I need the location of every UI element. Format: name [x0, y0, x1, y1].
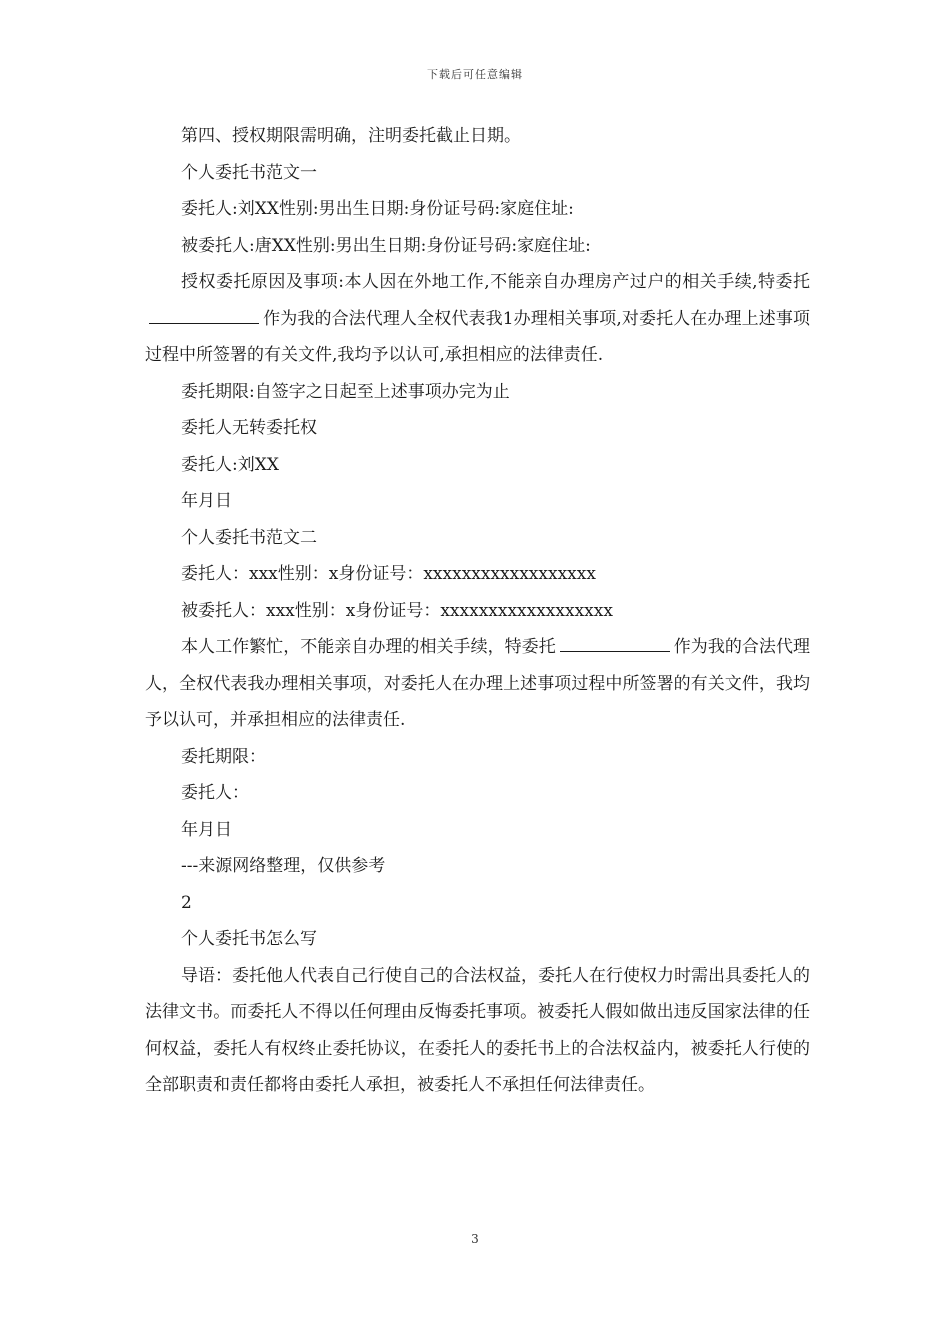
- heading-sample-two: 个人委托书范文二: [181, 527, 317, 548]
- paragraph-principal-info-two: 委托人：xxx性别：x身份证号：xxxxxxxxxxxxxxxxxx: [181, 564, 596, 584]
- paragraph-date-two: 年月日: [181, 819, 232, 840]
- paragraph-source-note: ---来源网络整理，仅供参考: [181, 856, 386, 876]
- paragraph-authorization-period-note: 第四、授权期限需明确，注明委托截止日期。: [181, 126, 521, 146]
- document-body: [145, 118, 810, 1104]
- paragraph-agent-info: 被委托人:唐XX性别:男出生日期:身份证号码:家庭住址:: [181, 235, 591, 256]
- agent-name-blank-two: [560, 637, 670, 652]
- page-header: 下载后可任意编辑: [427, 68, 523, 81]
- paragraph-authorization-reason: [145, 264, 810, 374]
- authorization-reason-text-end: 作为我的合法代理人全权代表我1办理相关事项,对委托人在办理上述事项过程中所签署的有关文件,我均予以认可,承担相应的法律责任.: [145, 308, 810, 365]
- paragraph-entrustment-period: 委托期限:自签字之日起至上述事项办完为止: [181, 381, 510, 402]
- paragraph-no-sub-delegation: 委托人无转委托权: [181, 418, 317, 438]
- agent-name-blank: [149, 309, 259, 324]
- authorization-reason-text-start: 授权委托原因及事项:本人因在外地工作,不能亲自办理房产过户的相关手续,特委托: [181, 272, 810, 292]
- paragraph-section-number: 2: [181, 892, 192, 913]
- entrustment-body-text-end: 作为我的合法代理人，全权代表我办理相关事项，对委托人在办理上述事项过程中所签署的有关文件，我均予以认可，并承担相应的法律责任.: [145, 637, 811, 730]
- paragraph-introduction: 导语：委托他人代表自己行使自己的合法权益，委托人在行使权力时需出具委托人的法律文书。而委托人不得以任何理由反悔委托事项。被委托人假如做出违反国家法律的任何权益，委托人有权终止委托协议，在委托人的委托书上的合法权益内，被委托人行使的全部职责和责任都将由委托人承担，被委托人不承担任何法律责任。: [145, 965, 810, 1095]
- paragraph-agent-info-two: 被委托人：xxx性别：x身份证号：xxxxxxxxxxxxxxxxxx: [181, 600, 613, 621]
- paragraph-principal-signature-two: 委托人：: [181, 783, 249, 803]
- paragraph-entrustment-body: [145, 629, 810, 739]
- paragraph-principal-signature: 委托人:刘XX: [181, 454, 279, 475]
- entrustment-body-text-start: 本人工作繁忙，不能亲自办理的相关手续，特委托: [181, 637, 556, 657]
- page-number: 3: [471, 1232, 479, 1246]
- paragraph-entrustment-period-two: 委托期限：: [181, 746, 266, 767]
- paragraph-date: 年月日: [181, 491, 232, 511]
- paragraph-principal-info: 委托人:刘XX性别:男出生日期:身份证号码:家庭住址:: [181, 199, 574, 219]
- heading-sample-one: 个人委托书范文一: [181, 162, 317, 183]
- heading-how-to-write: 个人委托书怎么写: [181, 929, 317, 949]
